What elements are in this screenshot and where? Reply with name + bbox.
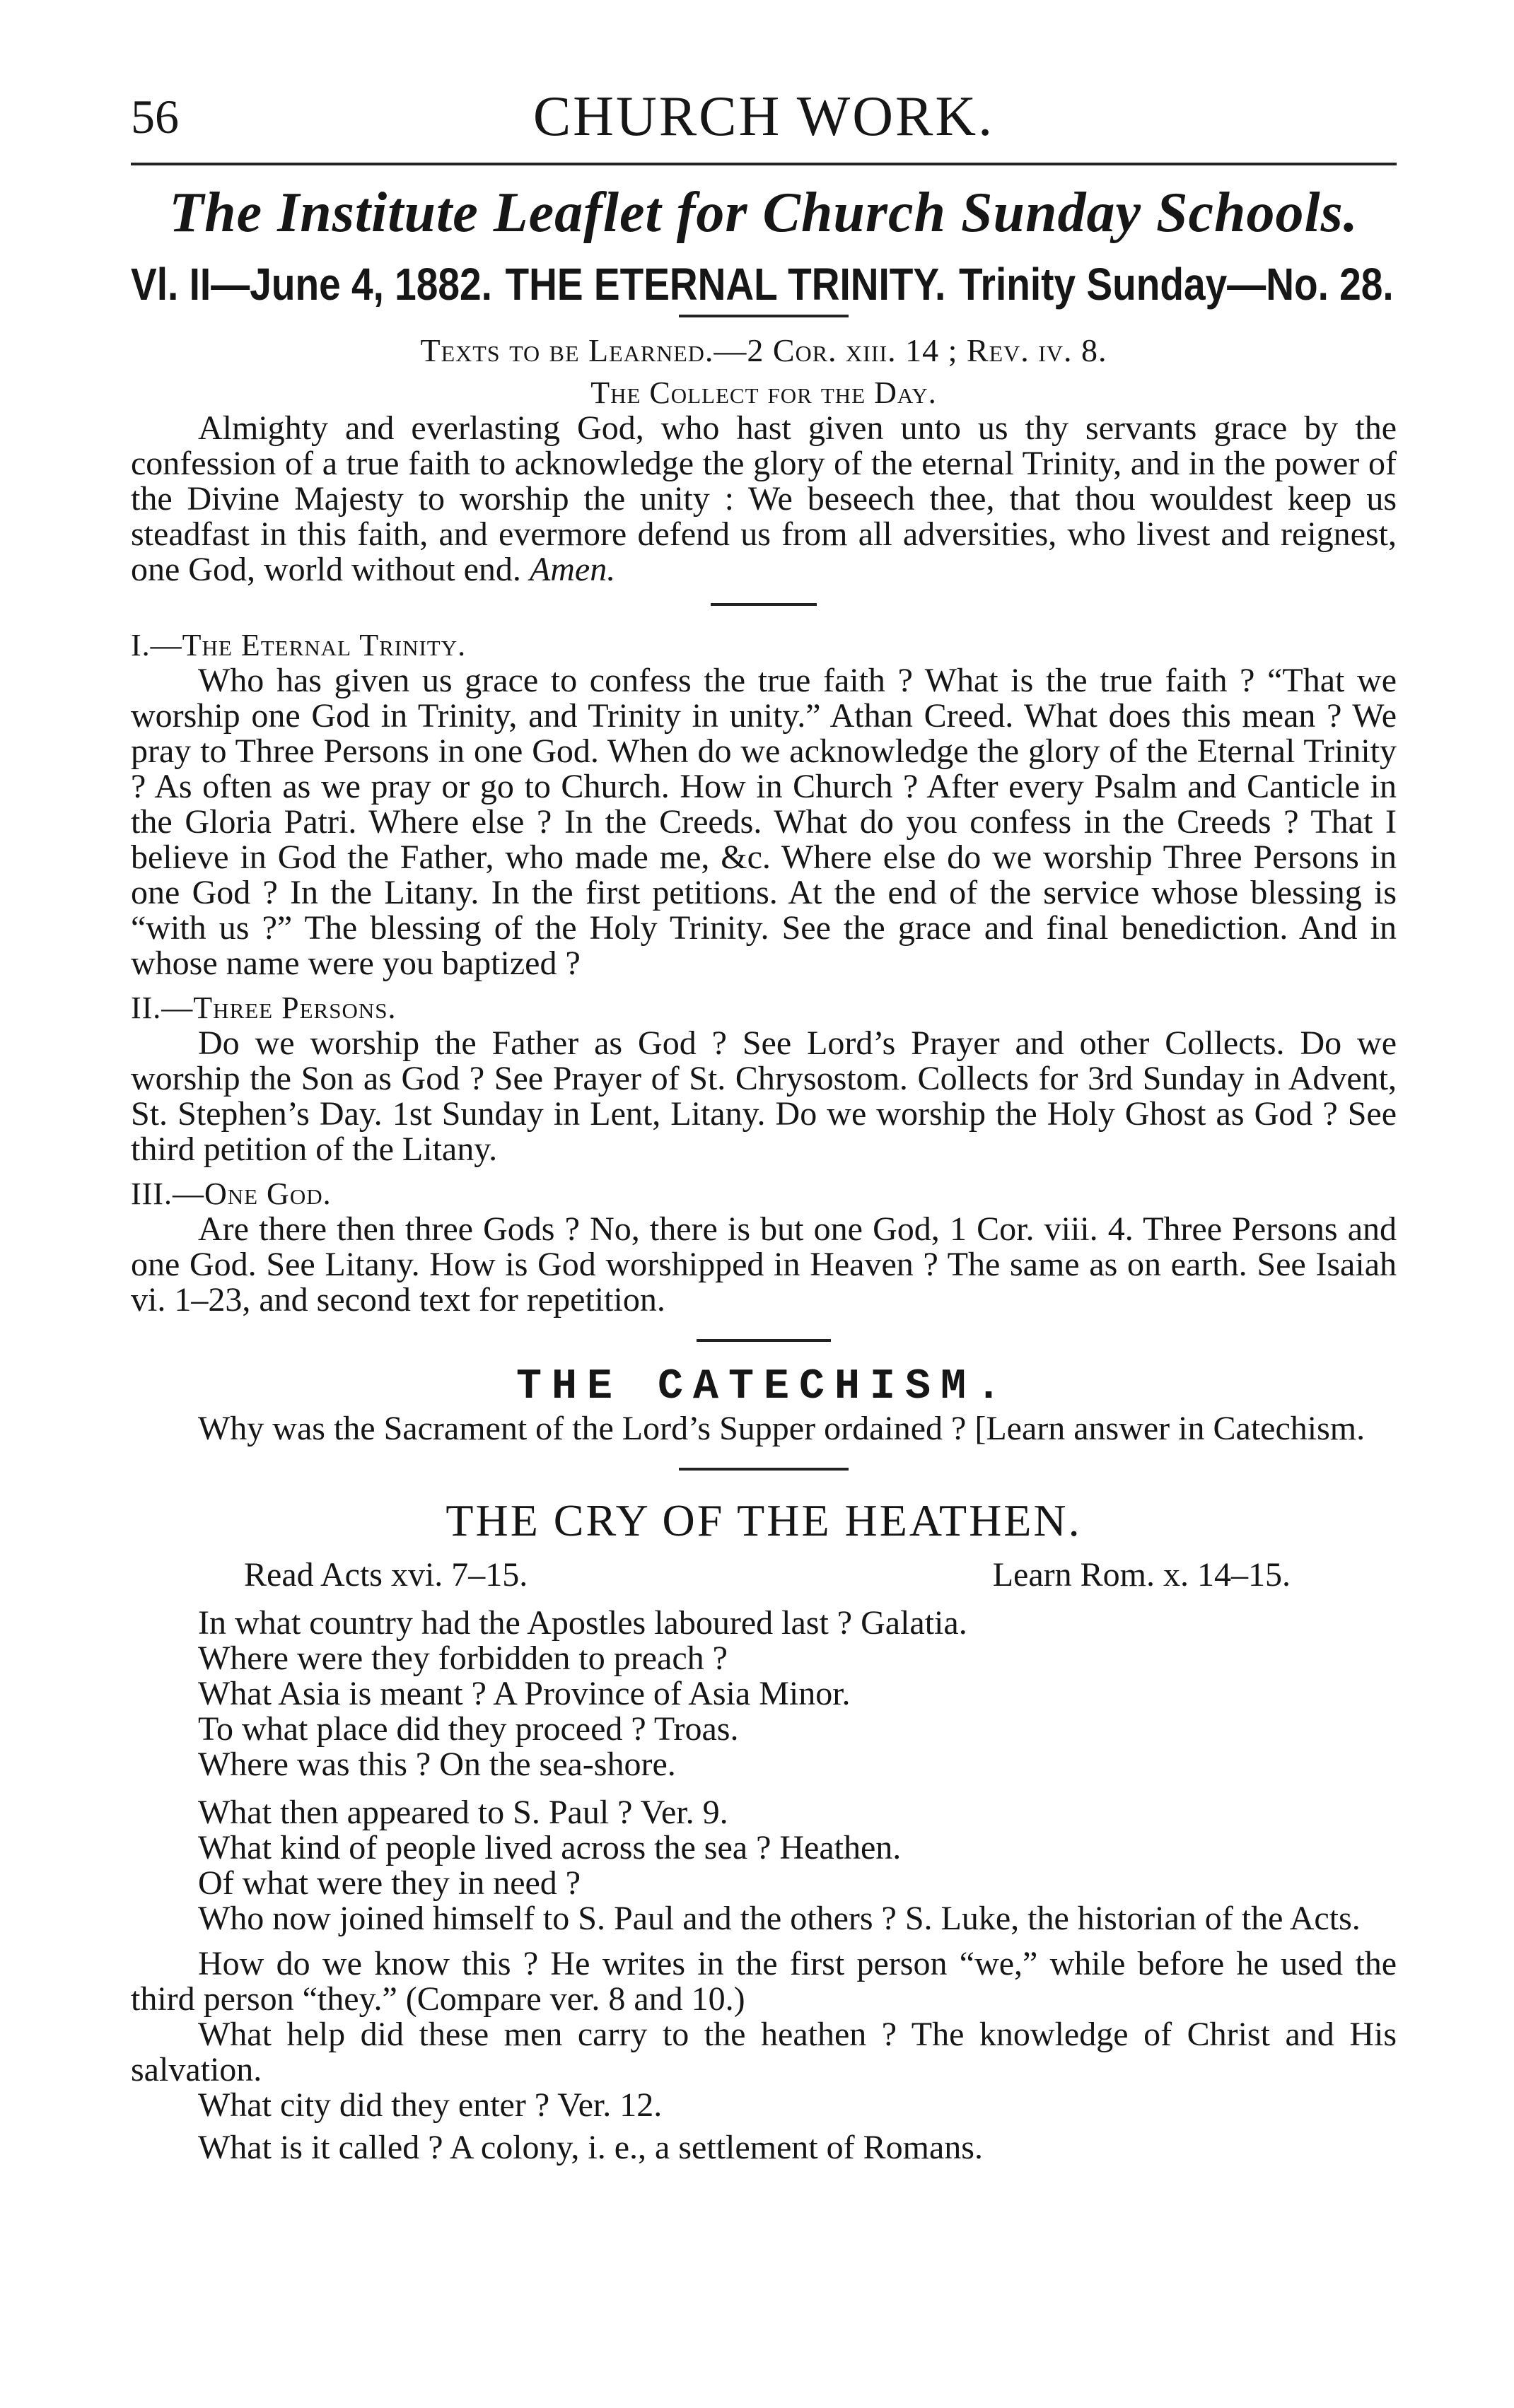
list-item: What is it called ? A colony, i. e., a settlement of Romans. [198,2129,983,2166]
lesson-line [131,258,1394,310]
paragraph: Who now joined himself to S. Paul and the others ? S. Luke, the historian of the Acts. [198,1900,1361,1937]
list-item: What then appeared to S. Paul ? Ver. 9. [198,1794,728,1831]
running-title: CHURCH WORK. [532,86,995,148]
collect-rule [711,603,817,606]
section-1-heading: I.—The Eternal Trinity. [131,628,467,662]
reading-row [131,1555,1397,1594]
page-header [131,85,1397,163]
paragraph: How do we know this ? He writes in the first person “we,” while before he used the third person “they.” (Compare ver. 8 and 10.) [131,1945,1397,2018]
list-item: What city did they enter ? Ver. 12. [198,2086,663,2124]
catechism-body: Why was the Sacrament of the Lord’s Supper ordained ? [Learn answer in Catechism. [198,1410,1365,1447]
section-3-heading: III.—One God. [131,1176,332,1211]
catechism-heading: THE CATECHISM. [516,1363,1012,1411]
section-rule [697,1339,831,1342]
subject-rule [679,315,849,317]
texts-to-learn: Texts to be Learned.—2 Cor. xiii. 14 ; Rev. iv. 8. [420,332,1107,368]
list-item: What Asia is meant ? A Province of Asia Minor. [198,1675,851,1712]
section-3-body: Are there then three Gods ? No, there is but one God, 1 Cor. viii. 4. Three Persons and one God. See Litany. How is God worshipped in Heaven ? The same as on earth. See Isaiah vi. 1–23, and second text for repetition. [131,1210,1397,1319]
list-item: In what country had the Apostles laboured last ? Galatia. [198,1604,967,1642]
section-2-body: Do we worship the Father as God ? See Lord’s Prayer and other Collects. Do we worship the Son as God ? See Prayer of St. Chrysostom. Collects for 3rd Sunday in Advent, St. Stephen’s Day. 1st Sunday in Lent, Litany. Do we worship the Holy Ghost as God ? See third petition of the Litany. [131,1024,1397,1168]
list-item: Where was this ? On the sea-shore. [198,1746,676,1783]
section-1-body: Who has given us grace to confess the true faith ? What is the true faith ? “That we worship one God in Trinity, and Trinity in unity.” Athan Creed. What does this mean ? We pray to Three Persons in one God. When do we acknowledge the glory of the Eternal Trinity ? As often as we pray or go to Church. How in Church ? After every Psalm and Canticle in the Gloria Patri. Where else ? In the Creeds. What do you confess in the Creeds ? That I believe in God the Father, who made me, &c. Where else do we worship Three Persons in one God ? In the Litany. In the first petitions. At the end of the service whose blessing is “with us ?” The blessing of the Holy Trinity. See the grace and final benediction. And in whose name were you baptized ? [131,662,1397,982]
question-list [131,1606,1397,1901]
read-reference: Read Acts xvi. 7–15. [244,1556,528,1594]
list-item: To what place did they proceed ? Troas. [198,1710,739,1748]
lesson-subject: THE ETERNAL TRINITY. [505,259,946,310]
amen: Amen. [529,551,616,588]
list-item: What kind of people lived across the sea ? Heathen. [198,1829,902,1866]
paragraph: What help did these men carry to the heathen ? The knowledge of Christ and His salvation. [131,2016,1397,2088]
page-number: 56 [131,90,179,144]
list-item: Of what were they in need ? [198,1864,581,1902]
leaflet-title: The Institute Leaflet for Church Sunday Schools. [169,182,1358,244]
cry-heading: THE CRY OF THE HEATHEN. [446,1495,1082,1545]
collect-body: Almighty and everlasting God, who hast given unto us thy servants grace by the confession of a true faith to acknowledge the glory of the eternal Trinity, and in the power of the Divine Majesty to worship the unity : We beseech thee, that thou wouldest keep us steadfast in this faith, and evermore defend us from all adversities, who livest and reignest, one God, world without end. Amen. [131,409,1397,588]
section-2-heading: II.—Three Persons. [131,990,397,1025]
volume-date: Vl. II—June 4, 1882. [131,259,492,310]
list-item: Where were they forbidden to preach ? [198,1640,728,1677]
collect-heading: The Collect for the Day. [590,375,937,410]
page [131,85,1397,2166]
learn-reference: Learn Rom. x. 14–15. [992,1556,1291,1594]
header-rule [131,163,1397,165]
catechism-rule [679,1468,849,1471]
lesson-number: Trinity Sunday—No. 28. [958,259,1394,310]
